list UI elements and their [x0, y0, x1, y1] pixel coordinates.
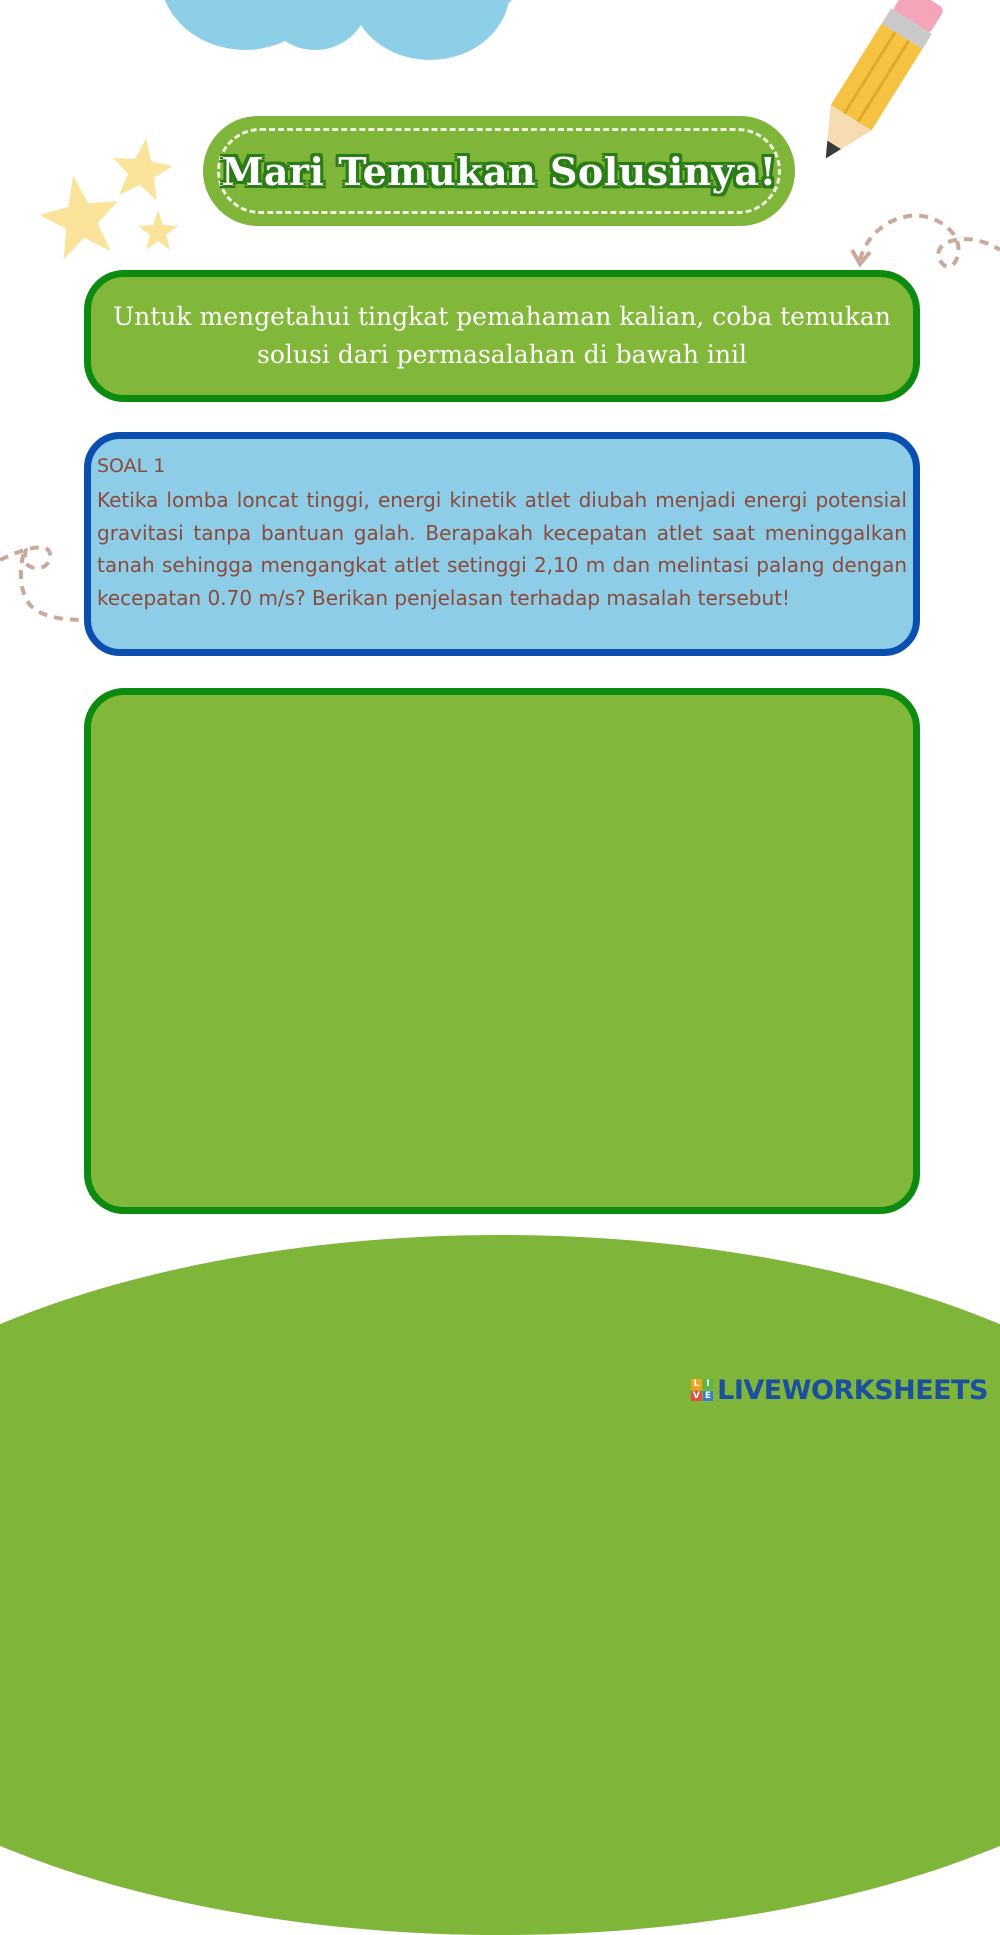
- question-text: Ketika lomba loncat tinggi, energi kinetik atlet diubah menjadi energi potensial gravitasi tanpa bantuan galah. Berapakah kecepatan atlet saat meninggalkan tanah sehingga mengangkat atlet setinggi 2,10 m dan melintasi palang dengan kecepatan 0.70 m/s? Berikan penjelasan terhadap masalah tersebut!: [97, 488, 907, 610]
- brand-icon: [691, 1379, 713, 1401]
- brand-name: LIVEWORKSHEETS: [717, 1374, 988, 1406]
- instruction-box: [84, 270, 920, 402]
- green-hill: [0, 1235, 1000, 1935]
- answer-input-area[interactable]: [84, 688, 920, 1214]
- brand-logo-letter: I: [703, 1379, 714, 1390]
- page-title: Mari Temukan Solusinya!: [221, 148, 777, 194]
- cloud-icon: [150, 0, 530, 110]
- liveworksheets-logo: [691, 1372, 988, 1408]
- instruction-text: Untuk mengetahui tingkat pemahaman kalian, coba temukan solusi dari permasalahan di bawah inil: [113, 302, 891, 369]
- brand-logo-letter: E: [703, 1391, 714, 1402]
- question-box: [84, 432, 920, 656]
- brand-logo-letter: L: [691, 1379, 702, 1390]
- title-banner: [203, 116, 795, 226]
- pencil-icon: [790, 0, 950, 170]
- brand-logo-letter: V: [692, 1390, 700, 1401]
- question-label: SOAL 1: [97, 455, 166, 477]
- star-icon: [20, 130, 190, 260]
